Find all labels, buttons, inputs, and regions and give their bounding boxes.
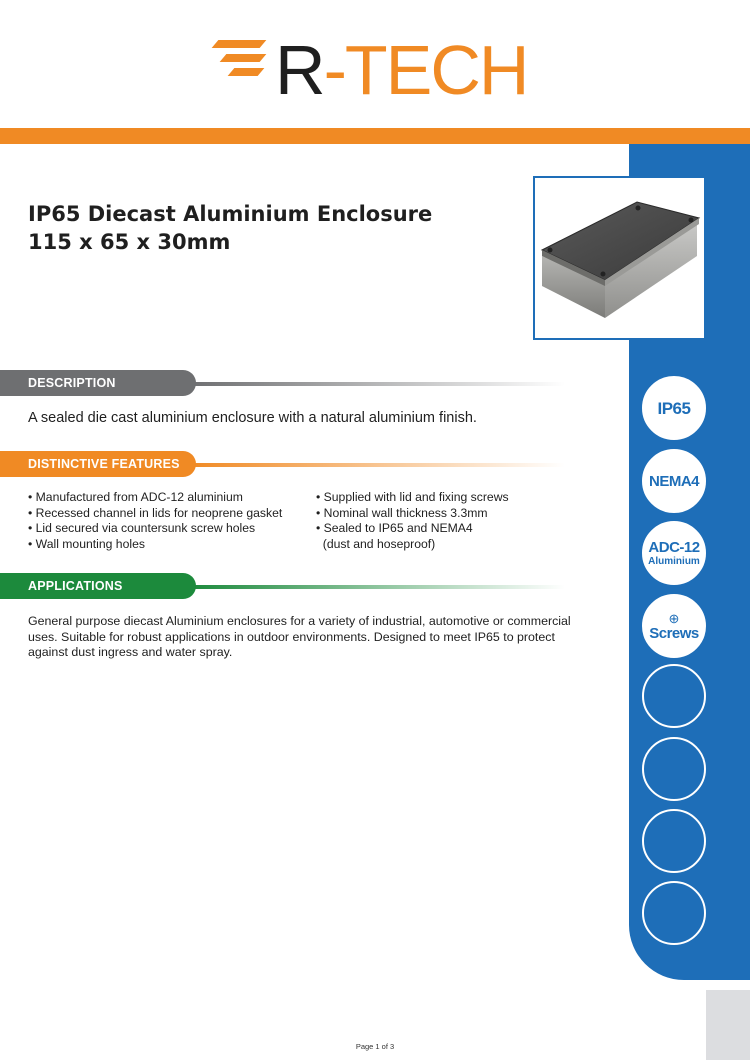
enclosure-image [535, 178, 704, 338]
list-item: • Wall mounting holes [28, 536, 145, 551]
rtech-logo [215, 30, 528, 110]
screw-icon: ⊕ [668, 610, 680, 626]
empty-badge [642, 809, 706, 873]
features-list-right [316, 490, 509, 552]
applications-text: General purpose diecast Aluminium enclosures for a variety of industrial, automotive or commercial uses. Suitable for robust applications in outdoor environments. Designed to meet IP65 to protect against dust ingress and water spray. [28, 614, 571, 659]
section-rule [190, 585, 565, 589]
nema4-badge [642, 449, 706, 513]
badge-label: NEMA4 [648, 472, 699, 490]
header-orange-bar [0, 128, 750, 144]
section-label: DISTINCTIVE FEATURES [0, 451, 196, 477]
list-item: • Sealed to IP65 and NEMA4 [316, 521, 473, 535]
logo-wordmark: R-TECH [275, 31, 528, 109]
badge-label: Screws [649, 624, 699, 642]
section-label: APPLICATIONS [0, 573, 196, 599]
list-item: • Recessed channel in lids for neoprene gasket [28, 505, 283, 520]
logo-stripe [220, 54, 267, 62]
logo-stripe [212, 40, 267, 48]
page-number: Page 1 of 3 [355, 1042, 395, 1051]
empty-badge [642, 664, 706, 728]
list-item: • Manufactured from ADC-12 aluminium [28, 490, 243, 504]
adc12-badge [642, 521, 706, 585]
ip65-badge [642, 376, 706, 440]
badge-sublabel: Aluminium [648, 555, 700, 567]
list-item: (dust and hoseproof) [316, 536, 436, 551]
features-list-left [28, 490, 282, 552]
empty-badge [642, 881, 706, 945]
description-text: A sealed die cast aluminium enclosure with a natural aluminium finish. [28, 410, 477, 426]
product-title [28, 200, 432, 256]
title-line-1: IP65 Diecast Aluminium Enclosure [28, 202, 433, 226]
section-rule [190, 382, 565, 386]
empty-badge [642, 737, 706, 801]
list-item: • Nominal wall thickness 3.3mm [316, 505, 488, 520]
section-label: DESCRIPTION [0, 370, 196, 396]
badge-label: IP65 [657, 398, 691, 418]
section-rule [190, 463, 565, 467]
list-item: • Supplied with lid and fixing screws [316, 490, 509, 504]
badge-label: ADC-12 [648, 538, 700, 556]
list-item: • Lid secured via countersunk screw holes [28, 521, 256, 535]
screws-badge [642, 594, 706, 658]
title-line-2: 115 x 65 x 30mm [28, 230, 231, 254]
product-photo [533, 176, 706, 340]
logo-stripe [228, 68, 265, 76]
